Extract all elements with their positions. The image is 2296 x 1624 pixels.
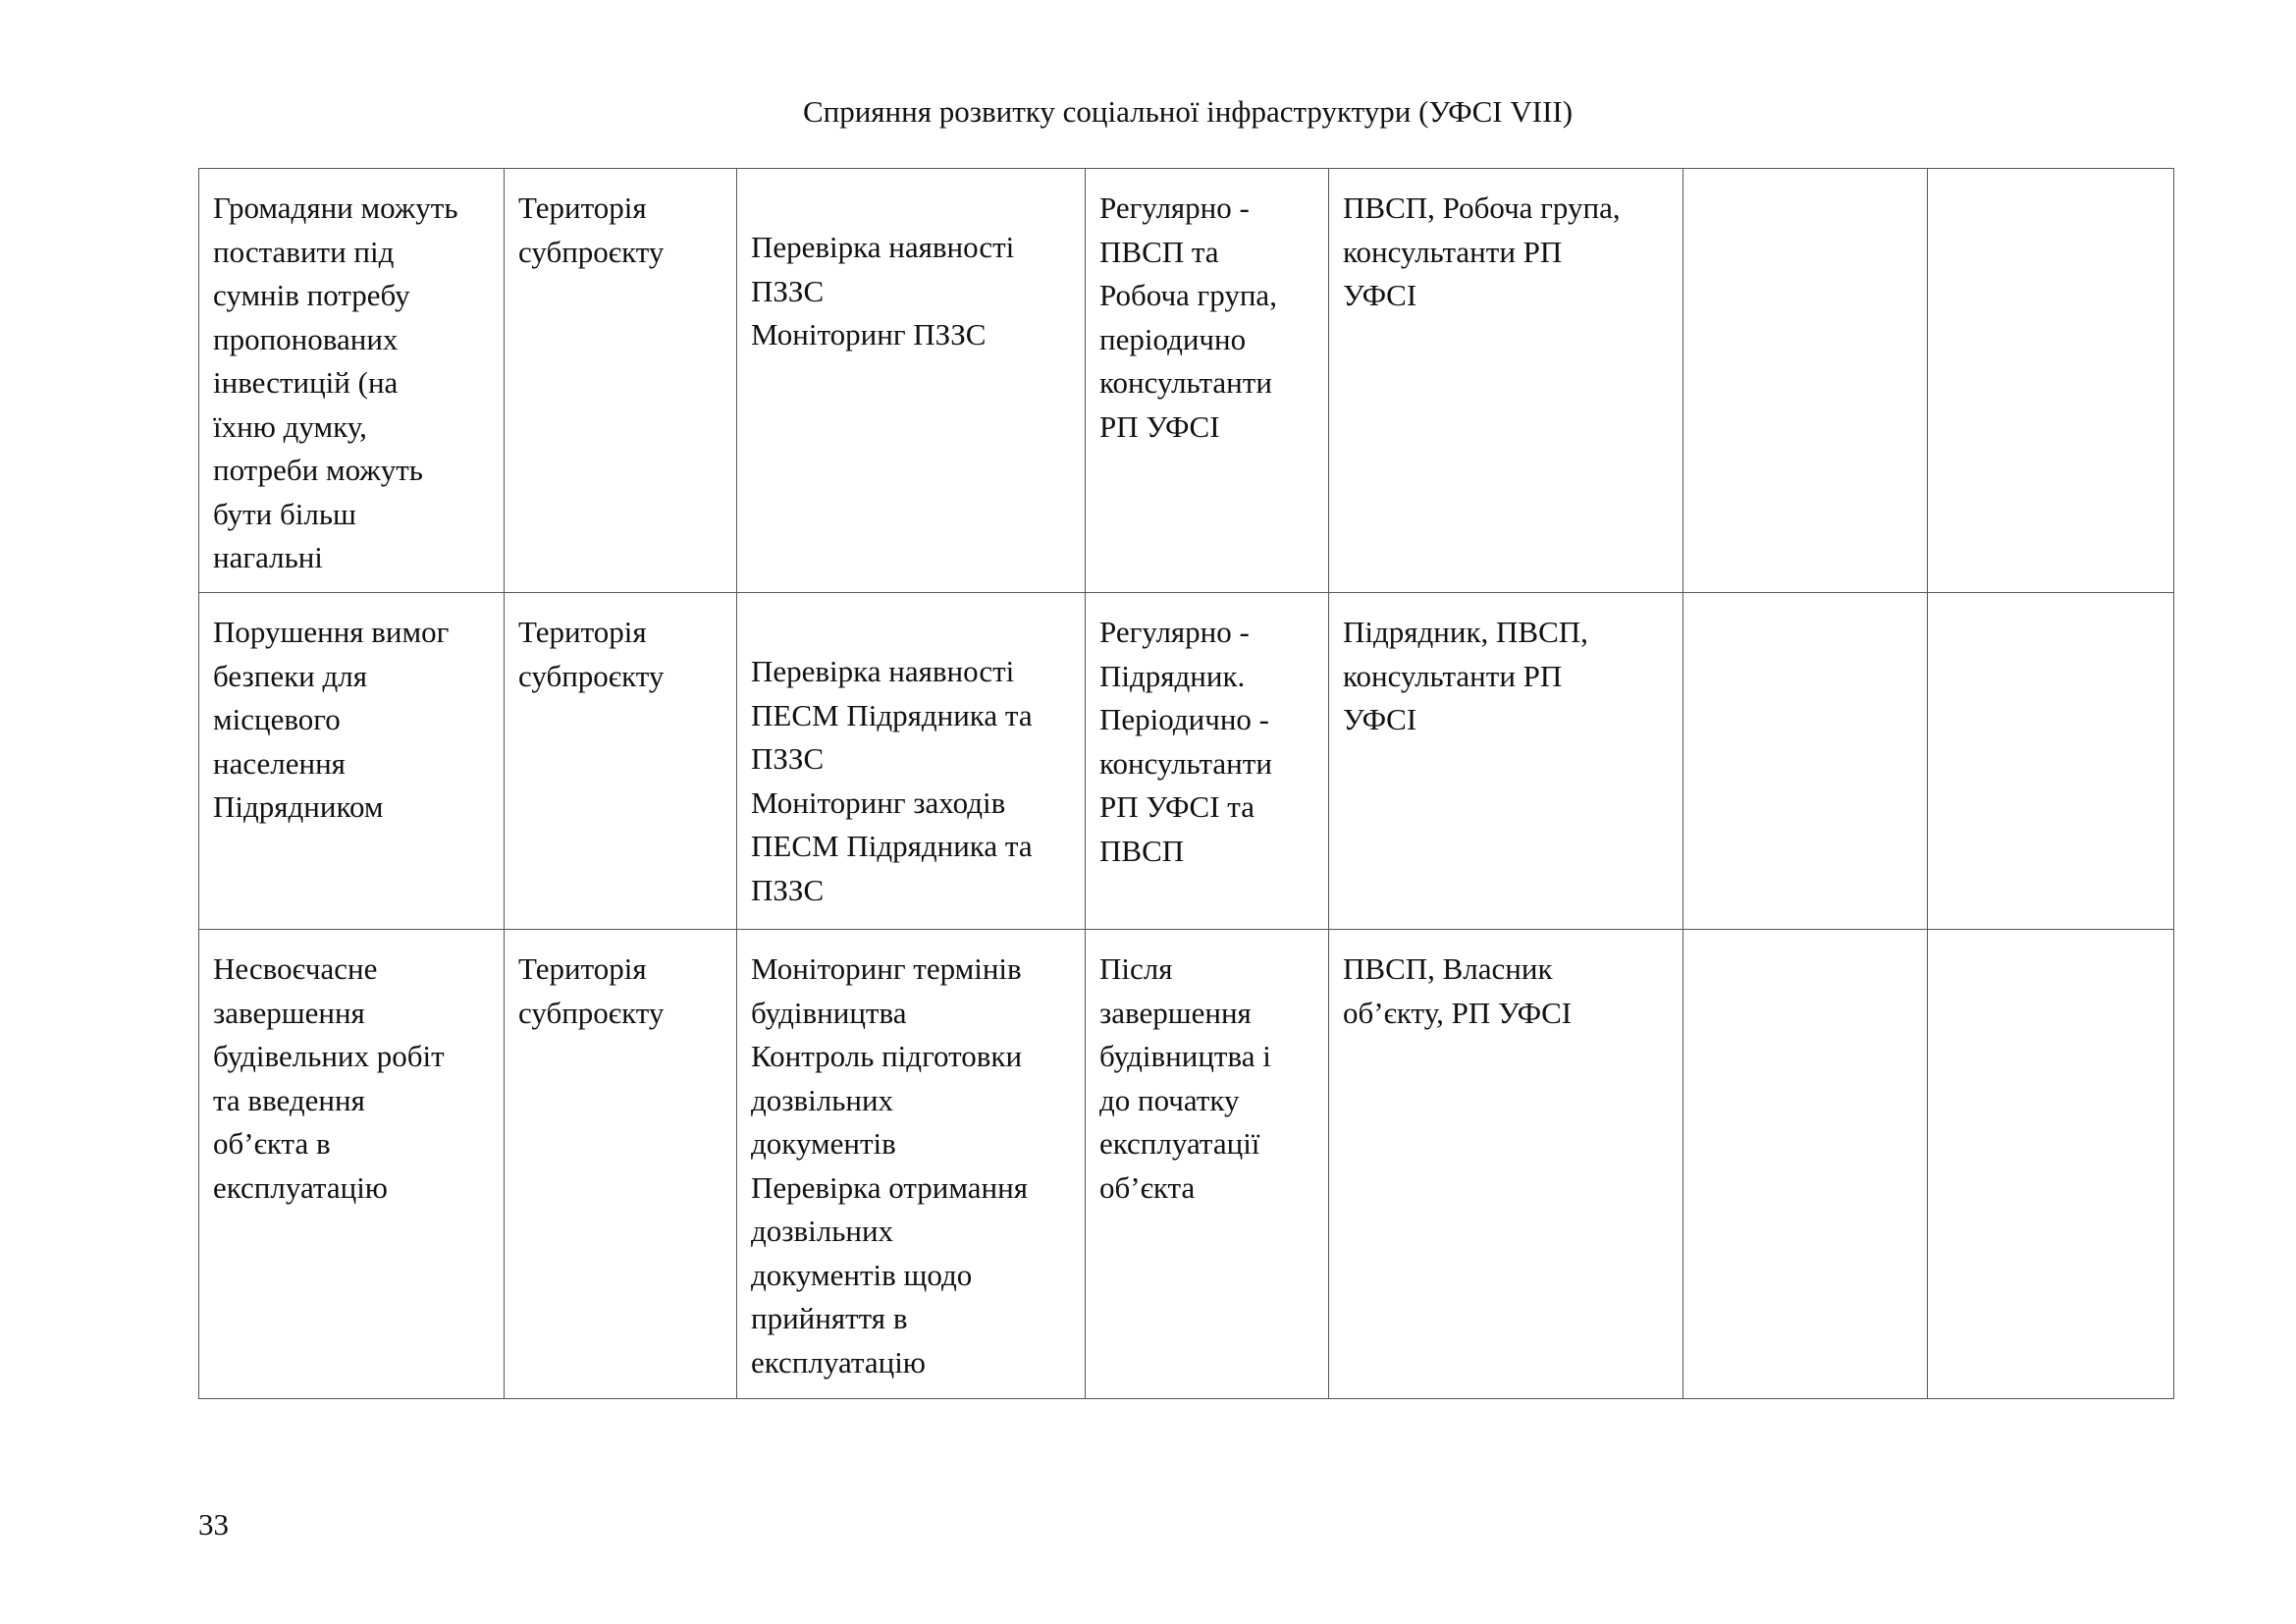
cell-line: бути більш — [213, 496, 356, 531]
cell-line: документів — [751, 1126, 896, 1161]
cell-line: Робоча група, — [1099, 278, 1277, 312]
cell-line: Підрядник, ПВСП, — [1343, 615, 1588, 649]
page-title: Сприяння розвитку соціальної інфраструктури (УФСІ VIII) — [802, 94, 1574, 129]
table-row — [199, 169, 2174, 593]
cell-line: будівництва — [751, 995, 907, 1030]
cell-line: субпроєкту — [518, 995, 665, 1030]
cell-line: Моніторинг ПЗЗС — [751, 317, 987, 352]
cell-line: документів щодо — [751, 1257, 973, 1292]
cell-line: консультанти — [1099, 745, 1272, 781]
check-cell — [737, 593, 1086, 930]
cell-line: ПЕСМ Підрядника та — [751, 829, 1033, 863]
cell-line: місцевого — [213, 702, 341, 736]
cell-line: та введення — [213, 1082, 365, 1117]
cell-line: субпроєкту — [518, 658, 665, 693]
cell-line: ПЗЗС — [751, 273, 825, 308]
cell-line: ПВСП, Робоча група, — [1343, 190, 1621, 225]
cell-line: ПВСП та — [1099, 234, 1219, 269]
cell-line: РП УФСІ та — [1099, 789, 1255, 824]
frequency-cell — [1086, 169, 1329, 593]
monitoring-table — [198, 168, 2174, 1399]
cell-line: до початку — [1099, 1082, 1240, 1117]
cell-line: Перевірка наявності — [751, 654, 1015, 688]
cell-line: Контроль підготовки — [751, 1039, 1023, 1073]
cell-line: дозвільних — [751, 1214, 894, 1248]
empty-cell — [1928, 593, 2174, 930]
cell-line: завершення — [1099, 995, 1252, 1030]
cell-line: Територія — [518, 951, 647, 986]
responsible-cell — [1329, 169, 1683, 593]
cell-line: об’єкта — [1099, 1169, 1196, 1205]
risk-cell — [199, 593, 505, 930]
page-number: 33 — [198, 1507, 229, 1542]
cell-line: експлуатації — [1099, 1126, 1260, 1161]
cell-line: ПЕСМ Підрядника та — [751, 697, 1033, 732]
cell-line: об’єкта в — [213, 1126, 331, 1161]
check-cell — [737, 930, 1086, 1399]
place-cell — [505, 593, 737, 930]
cell-line: Регулярно - — [1099, 615, 1250, 649]
cell-line: будівництва і — [1099, 1039, 1271, 1073]
cell-line: Моніторинг заходів — [751, 785, 1006, 820]
cell-line: дозвільних — [751, 1082, 894, 1117]
empty-cell — [1928, 169, 2174, 593]
cell-line: завершення — [213, 995, 365, 1030]
cell-line: експлуатацію — [751, 1344, 926, 1380]
cell-line: Періодично - — [1099, 702, 1269, 736]
responsible-cell — [1329, 593, 1683, 930]
cell-line: ПЗЗС — [751, 741, 825, 776]
cell-line: Після — [1099, 951, 1173, 986]
cell-line: Територія — [518, 615, 647, 649]
cell-line: консультанти РП — [1343, 234, 1563, 269]
cell-line: субпроєкту — [518, 234, 665, 269]
cell-line: консультанти РП — [1343, 658, 1563, 693]
frequency-cell — [1086, 930, 1329, 1399]
check-cell — [737, 169, 1086, 593]
cell-line: інвестицій (на — [213, 365, 399, 400]
cell-line: ПВСП, Власник — [1343, 951, 1553, 986]
cell-line: ПВСП — [1099, 833, 1185, 868]
cell-line: РП УФСІ — [1099, 408, 1220, 444]
cell-line: Регулярно - — [1099, 190, 1250, 225]
cell-line: населення — [213, 745, 346, 781]
cell-line: Територія — [518, 190, 647, 225]
risk-cell — [199, 169, 505, 593]
cell-line: консультанти — [1099, 365, 1272, 400]
cell-line: Підрядник. — [1099, 658, 1246, 693]
frequency-cell — [1086, 593, 1329, 930]
cell-line: Моніторинг термінів — [751, 951, 1022, 986]
cell-line: сумнів потребу — [213, 278, 410, 312]
cell-line: Перевірка отримання — [751, 1169, 1028, 1205]
table-row — [199, 593, 2174, 930]
cell-line: УФСІ — [1343, 702, 1417, 736]
cell-line: ПЗЗС — [751, 872, 825, 907]
cell-line: УФСІ — [1343, 278, 1417, 312]
cell-line: прийняття в — [751, 1301, 908, 1335]
responsible-cell — [1329, 930, 1683, 1399]
place-cell — [505, 169, 737, 593]
cell-line: об’єкту, РП УФСІ — [1343, 995, 1573, 1030]
empty-cell — [1928, 930, 2174, 1399]
cell-line: їхню думку, — [213, 408, 367, 444]
cell-line: Несвоєчасне — [213, 951, 378, 986]
risk-cell — [199, 930, 505, 1399]
cell-line: безпеки для — [213, 658, 367, 693]
cell-line: експлуатацію — [213, 1169, 388, 1205]
cell-line: будівельних робіт — [213, 1039, 445, 1073]
cell-line: потреби можуть — [213, 453, 423, 487]
cell-line: періодично — [1099, 321, 1247, 356]
cell-line: пропонованих — [213, 321, 399, 356]
place-cell — [505, 930, 737, 1399]
cell-line: нагальні — [213, 540, 323, 574]
cell-line: поставити під — [213, 234, 395, 269]
table-row — [199, 930, 2174, 1399]
cell-line: Громадяни можуть — [213, 190, 458, 225]
empty-cell — [1683, 930, 1928, 1399]
empty-cell — [1683, 169, 1928, 593]
cell-line: Порушення вимог — [213, 615, 450, 649]
cell-line: Підрядником — [213, 789, 384, 824]
cell-line: Перевірка наявності — [751, 230, 1015, 264]
empty-cell — [1683, 593, 1928, 930]
